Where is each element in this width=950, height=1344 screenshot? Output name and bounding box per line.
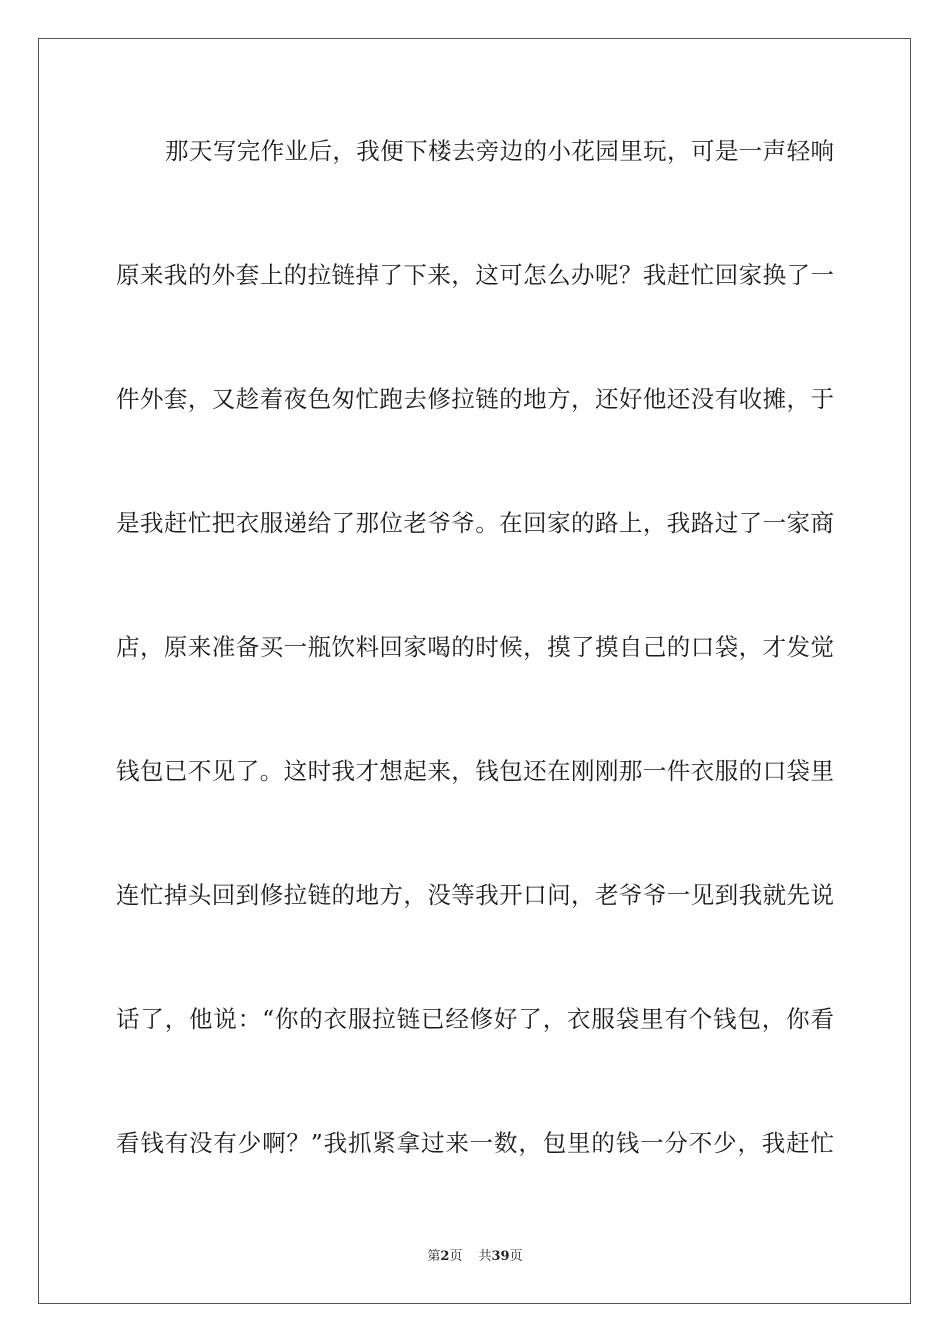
page-footer — [0, 1248, 950, 1266]
total-page-count: 39 — [491, 1249, 510, 1264]
text-line-1: 那天写完作业后，我便下楼去旁边的小花园里玩，可是一声轻响 — [165, 137, 834, 165]
text-line-8: 话了，他说：“你的衣服拉链已经修好了，衣服袋里有个钱包，你看 — [116, 1005, 834, 1033]
text-line-6: 钱包已不见了。这时我才想起来，钱包还在刚刚那一件衣服的口袋里 — [116, 757, 834, 785]
total-prefix: 共 — [478, 1249, 492, 1264]
total-suffix: 页 — [509, 1249, 523, 1264]
page-border — [38, 38, 911, 1304]
text-line-9: 看钱有没有少啊？”我抓紧拿过来一数，包里的钱一分不少，我赶忙 — [116, 1129, 834, 1157]
text-line-4: 是我赶忙把衣服递给了那位老爷爷。在回家的路上，我路过了一家商 — [116, 509, 834, 537]
text-line-3: 件外套，又趁着夜色匆忙跑去修拉链的地方，还好他还没有收摊，于 — [116, 385, 834, 413]
page-suffix: 页 — [449, 1249, 463, 1264]
current-page-number: 2 — [440, 1249, 450, 1264]
page-prefix: 第 — [427, 1249, 441, 1264]
text-line-7: 连忙掉头回到修拉链的地方，没等我开口问，老爷爷一见到我就先说 — [116, 881, 834, 909]
text-line-5: 店，原来准备买一瓶饮料回家喝的时候，摸了摸自己的口袋，才发觉 — [116, 633, 834, 661]
text-line-2: 原来我的外套上的拉链掉了下来，这可怎么办呢？我赶忙回家换了一 — [116, 261, 834, 289]
